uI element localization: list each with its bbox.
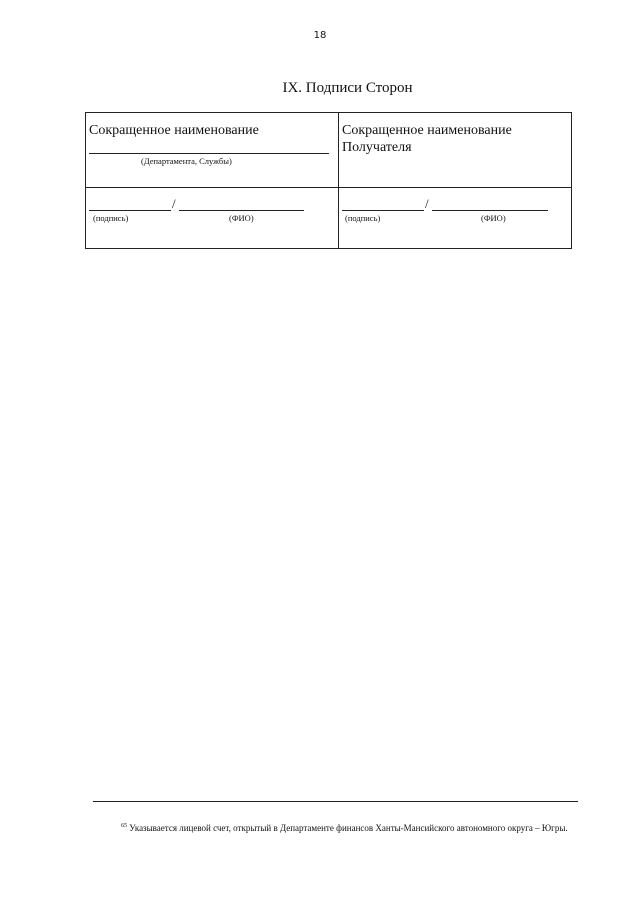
right-signature-caption: (подпись) xyxy=(345,213,381,223)
footnote-text: Указывается лицевой счет, открытый в Департаменте финансов Ханты-Мансийского автономного округа – Югры. xyxy=(129,823,568,833)
footnote-rule xyxy=(93,801,578,802)
right-slash: / xyxy=(425,196,429,211)
section-title: IX. Подписи Сторон xyxy=(282,80,413,96)
right-signature-line xyxy=(342,210,424,211)
right-org-name: Сокращенное наименование Получателя xyxy=(342,123,512,155)
page-number: 18 xyxy=(313,30,327,41)
footnote-marker: 65 xyxy=(121,823,127,829)
left-name-caption: (ФИО) xyxy=(229,213,254,223)
left-slash: / xyxy=(172,196,176,211)
left-org-caption: (Департамента, Службы) xyxy=(141,156,232,166)
signature-table xyxy=(85,112,572,249)
footnote xyxy=(93,821,578,836)
left-name-line xyxy=(179,210,304,211)
right-name-caption: (ФИО) xyxy=(481,213,506,223)
left-signature-caption: (подпись) xyxy=(93,213,129,223)
left-signature-line xyxy=(89,210,171,211)
column-divider xyxy=(338,113,339,248)
right-name-line xyxy=(432,210,548,211)
left-org-name: Сокращенное наименование xyxy=(89,123,259,138)
left-org-line xyxy=(89,153,329,154)
row-divider xyxy=(86,187,571,188)
